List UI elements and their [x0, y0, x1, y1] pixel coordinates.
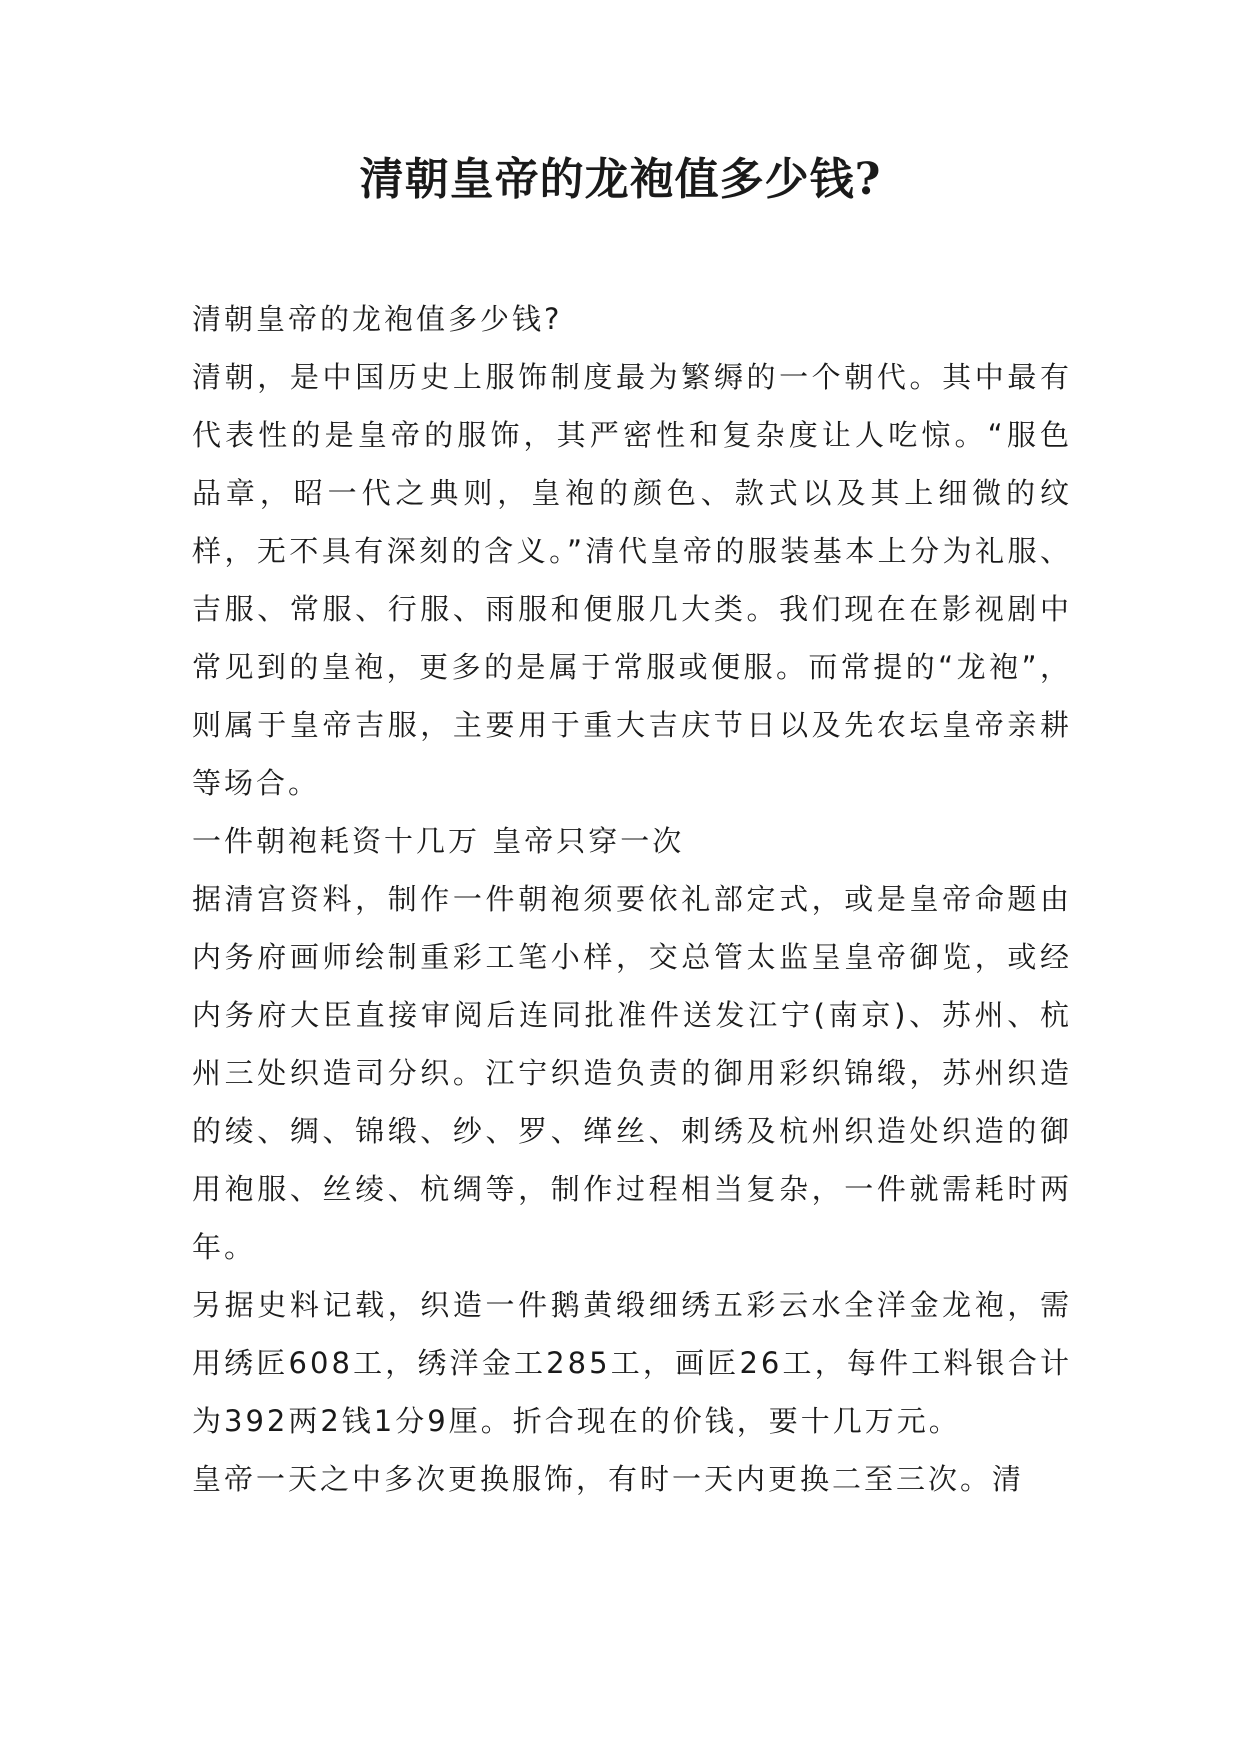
paragraph-intro: 清朝，是中国历史上服饰制度最为繁缛的一个朝代。其中最有代表性的是皇帝的服饰，其严密性和复杂度让人吃惊。“服色品章，昭一代之典则，皇袍的颜色、款式以及其上细微的纹样，无不具有深刻的含义。”清代皇帝的服装基本上分为礼服、吉服、常服、行服、雨服和便服几大类。我们现在在影视剧中常见到的皇袍，更多的是属于常服或便服。而常提的“龙袍”，则属于皇帝吉服，主要用于重大吉庆节日以及先农坛皇帝亲耕等场合。	[192, 360, 1072, 800]
paragraph-heading-robe-cost: 一件朝袍耗资十几万 皇帝只穿一次	[192, 824, 685, 858]
document-title: 清朝皇帝的龙袍值多少钱?	[359, 154, 882, 205]
paragraph-production: 据清宫资料，制作一件朝袍须要依礼部定式，或是皇帝命题由内务府画师绘制重彩工笔小样，交总管太监呈皇帝御览，或经内务府大臣直接审阅后连同批准件送发江宁(南京)、苏州、杭州三处织造司分织。江宁织造负责的御用彩织锦缎，苏州织造的绫、绸、锦缎、纱、罗、缂丝、刺绣及杭州织造处织造的御用袍服、丝绫、杭绸等，制作过程相当复杂，一件就需耗时两年。	[192, 882, 1072, 1264]
paragraph-daily-changes: 皇帝一天之中多次更换服饰，有时一天内更换二至三次。清	[192, 1462, 1025, 1496]
paragraph-cost-record: 另据史料记载，织造一件鹅黄缎细绣五彩云水全洋金龙袍，需用绣匠608工，绣洋金工285工，画匠26工，每件工料银合计为392两2钱1分9厘。折合现在的价钱，要十几万元。	[192, 1288, 1072, 1438]
document-body	[192, 290, 1072, 1508]
paragraph-subtitle: 清朝皇帝的龙袍值多少钱?	[192, 302, 563, 336]
